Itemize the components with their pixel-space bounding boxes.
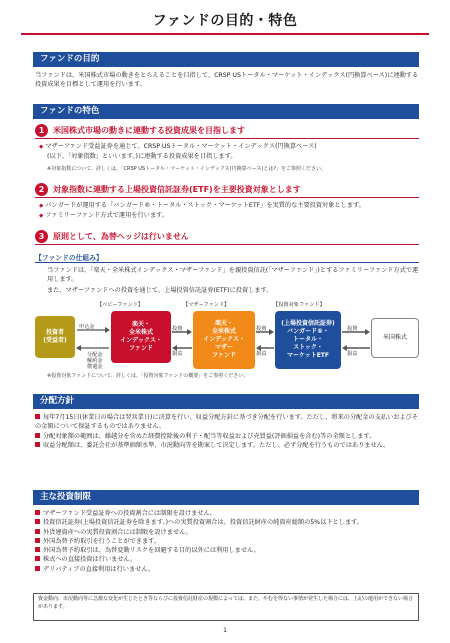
features-heading: ファンドの特色 — [33, 104, 419, 119]
feature-3-number: 3 — [35, 230, 48, 243]
list-item: 分配対象額の範囲は、繰越分を含めた経費控除後の利子・配当等収益および売買益(評価損益を含む)等の全額とします。 — [35, 432, 419, 441]
distribution-label: 分配金 解約金 償還金 — [87, 352, 103, 370]
invest-label-3: 投資 — [347, 326, 358, 332]
feature-1-heading — [35, 123, 245, 137]
feature-1-title: 米国株式市場の動きに連動する投資成果を目指します — [53, 125, 245, 135]
square-bullet-icon — [35, 510, 40, 515]
footnote-box: 資金動向、市況動向等に急激な変化が生じたとき等ならびに投資信託財産の規模によっては、また、やむを得ない事情が発生した場合には、上記の運用ができない場合があります。 — [33, 593, 419, 621]
feature-3-rule — [35, 244, 419, 245]
target-fund-label: 【投資対象ファンド】 — [273, 302, 325, 308]
list-item: 外貨建資産への実質投資割合には制限を設けません。 — [35, 528, 419, 537]
feature-1-rule — [35, 138, 419, 139]
feature-2-heading — [35, 182, 301, 196]
square-bullet-icon — [35, 556, 40, 561]
feature-1-note: ※対象指数について、詳しくは、「CRSP USトータル・マーケット・インデックス(円換算ベース)とは?」をご参照ください。 — [47, 166, 326, 172]
structure-body-2: また、マザーファンドへの投資を通じて、上場投資信託証券(ETF)に投資します。 — [47, 287, 273, 294]
structure-note: ※投資対象ファンドについて、詳しくは、「投資対象ファンドの概要」をご参照ください。 — [47, 373, 249, 379]
distribution-list — [35, 413, 419, 450]
restrictions-heading: 主な投資制限 — [33, 490, 419, 505]
square-bullet-icon — [35, 519, 40, 524]
list-item: マザーファンド受益証券への投資割合には制限を設けません。 — [35, 509, 419, 518]
title-rule — [21, 33, 429, 35]
return-label-3: 損益 — [347, 351, 358, 357]
square-bullet-icon — [35, 566, 40, 571]
baby-fund-box: 楽天・ 全米株式 インデックス・ ファンド — [111, 311, 171, 363]
apply-label: 申込金 — [79, 324, 95, 330]
feature-1-bullet — [39, 142, 419, 162]
return-label-2: 損益 — [256, 351, 267, 357]
feature-2-bullets — [39, 201, 419, 222]
list-item: 収益分配額は、委託会社が基準価額水準、市況動向等を勘案して決定します。ただし、必ず分配を行うものではありません。 — [35, 441, 419, 450]
purpose-body: 当ファンドは、米国株式市場の動きをとらえることを目指して、CRSP USトータル・マーケット・インデックス(円換算ベース)に連動する投資成果を目標として運用を行います。 — [35, 72, 419, 89]
etf-box: (上場投資信託証券) バンガード®・ トータル・ ストック・ マーケットETF — [275, 311, 341, 369]
list-item: 株式への直接投資は行いません。 — [35, 555, 419, 564]
square-bullet-icon — [35, 547, 40, 552]
invest-label-1: 投資 — [172, 326, 183, 332]
list-item: 外国為替予約取引を行うことができます。 — [35, 537, 419, 546]
feature-2-bullet-1: バンガードが運用する「バンガード®・トータル・ストック・マーケットETF」を実質的な主要投資対象とします。 — [45, 202, 365, 209]
list-item: 投資信託証券(上場投資信託証券を除きます。)への実質投資割合は、投資信託財産の純資産総額の5%以下とします。 — [35, 518, 419, 527]
structure-rule — [35, 262, 419, 263]
feature-1-bullet-line2: (以下、「対象指数」といいます。)に連動する投資成果を目指します。 — [47, 153, 237, 161]
purpose-heading: ファンドの目的 — [33, 52, 419, 67]
invest-label-2: 投資 — [256, 326, 267, 332]
square-bullet-icon — [35, 538, 40, 543]
distribution-heading: 分配方針 — [33, 394, 419, 409]
list-item: デリバティブの直接利用は行いません。 — [35, 565, 419, 574]
page-number: 1 — [223, 627, 227, 634]
investor-box: 投資者 (受益者) — [35, 316, 75, 358]
feature-2-bullet-2: ファミリーファンド方式で運用を行います。 — [45, 212, 168, 220]
square-bullet-icon — [35, 442, 40, 447]
document-page — [21, 0, 429, 643]
square-bullet-icon — [35, 529, 40, 534]
feature-3-heading — [35, 229, 189, 243]
mother-fund-box: 楽天・ 全米株式 インデックス・ マザー ファンド — [193, 311, 255, 369]
feature-2-number: 2 — [35, 183, 48, 196]
diamond-bullet-icon: ◆ — [39, 144, 44, 150]
diamond-bullet-icon: ◆ — [39, 203, 44, 209]
page-title: ファンドの目的・特色 — [152, 13, 298, 29]
structure-body-1: 当ファンドは、「楽天・全米株式インデックス・マザーファンド」を親投資信託(「マザーファンド」)とするファミリーファンド方式で運用します。 — [47, 267, 419, 284]
square-bullet-icon — [35, 433, 40, 438]
feature-1-bullet-line1: マザーファンド受益証券を通じて、CRSP USトータル・マーケット・インデックス(円換算ベース) — [45, 143, 317, 150]
feature-1-number: 1 — [35, 124, 48, 137]
return-label-1: 損益 — [172, 351, 183, 357]
us-stock-box: 米国株式 — [371, 318, 419, 358]
feature-2-rule — [35, 197, 419, 198]
square-bullet-icon — [35, 414, 40, 419]
feature-3-title: 原則として、為替ヘッジは行いません — [53, 231, 189, 241]
structure-heading: 【ファンドの仕組み】 — [35, 254, 103, 262]
restrictions-list — [35, 509, 419, 574]
feature-2-title: 対象指数に連動する上場投資信託証券(ETF)を主要投資対象とします — [53, 184, 301, 194]
mother-fund-label: 【マザーファンド】 — [183, 302, 230, 308]
baby-fund-label: 【ベビーファンド】 — [97, 302, 144, 308]
diamond-bullet-icon: ◆ — [39, 213, 44, 220]
list-item: 外国為替予約取引は、為替変動リスクを回避する目的以外には利用しません。 — [35, 546, 419, 555]
list-item: 毎年7月15日(休業日の場合は翌営業日)に決算を行い、収益分配方針に基づき分配を行います。ただし、将来の分配金の支払いおよびその金額について保証するものではありません。 — [35, 414, 419, 431]
